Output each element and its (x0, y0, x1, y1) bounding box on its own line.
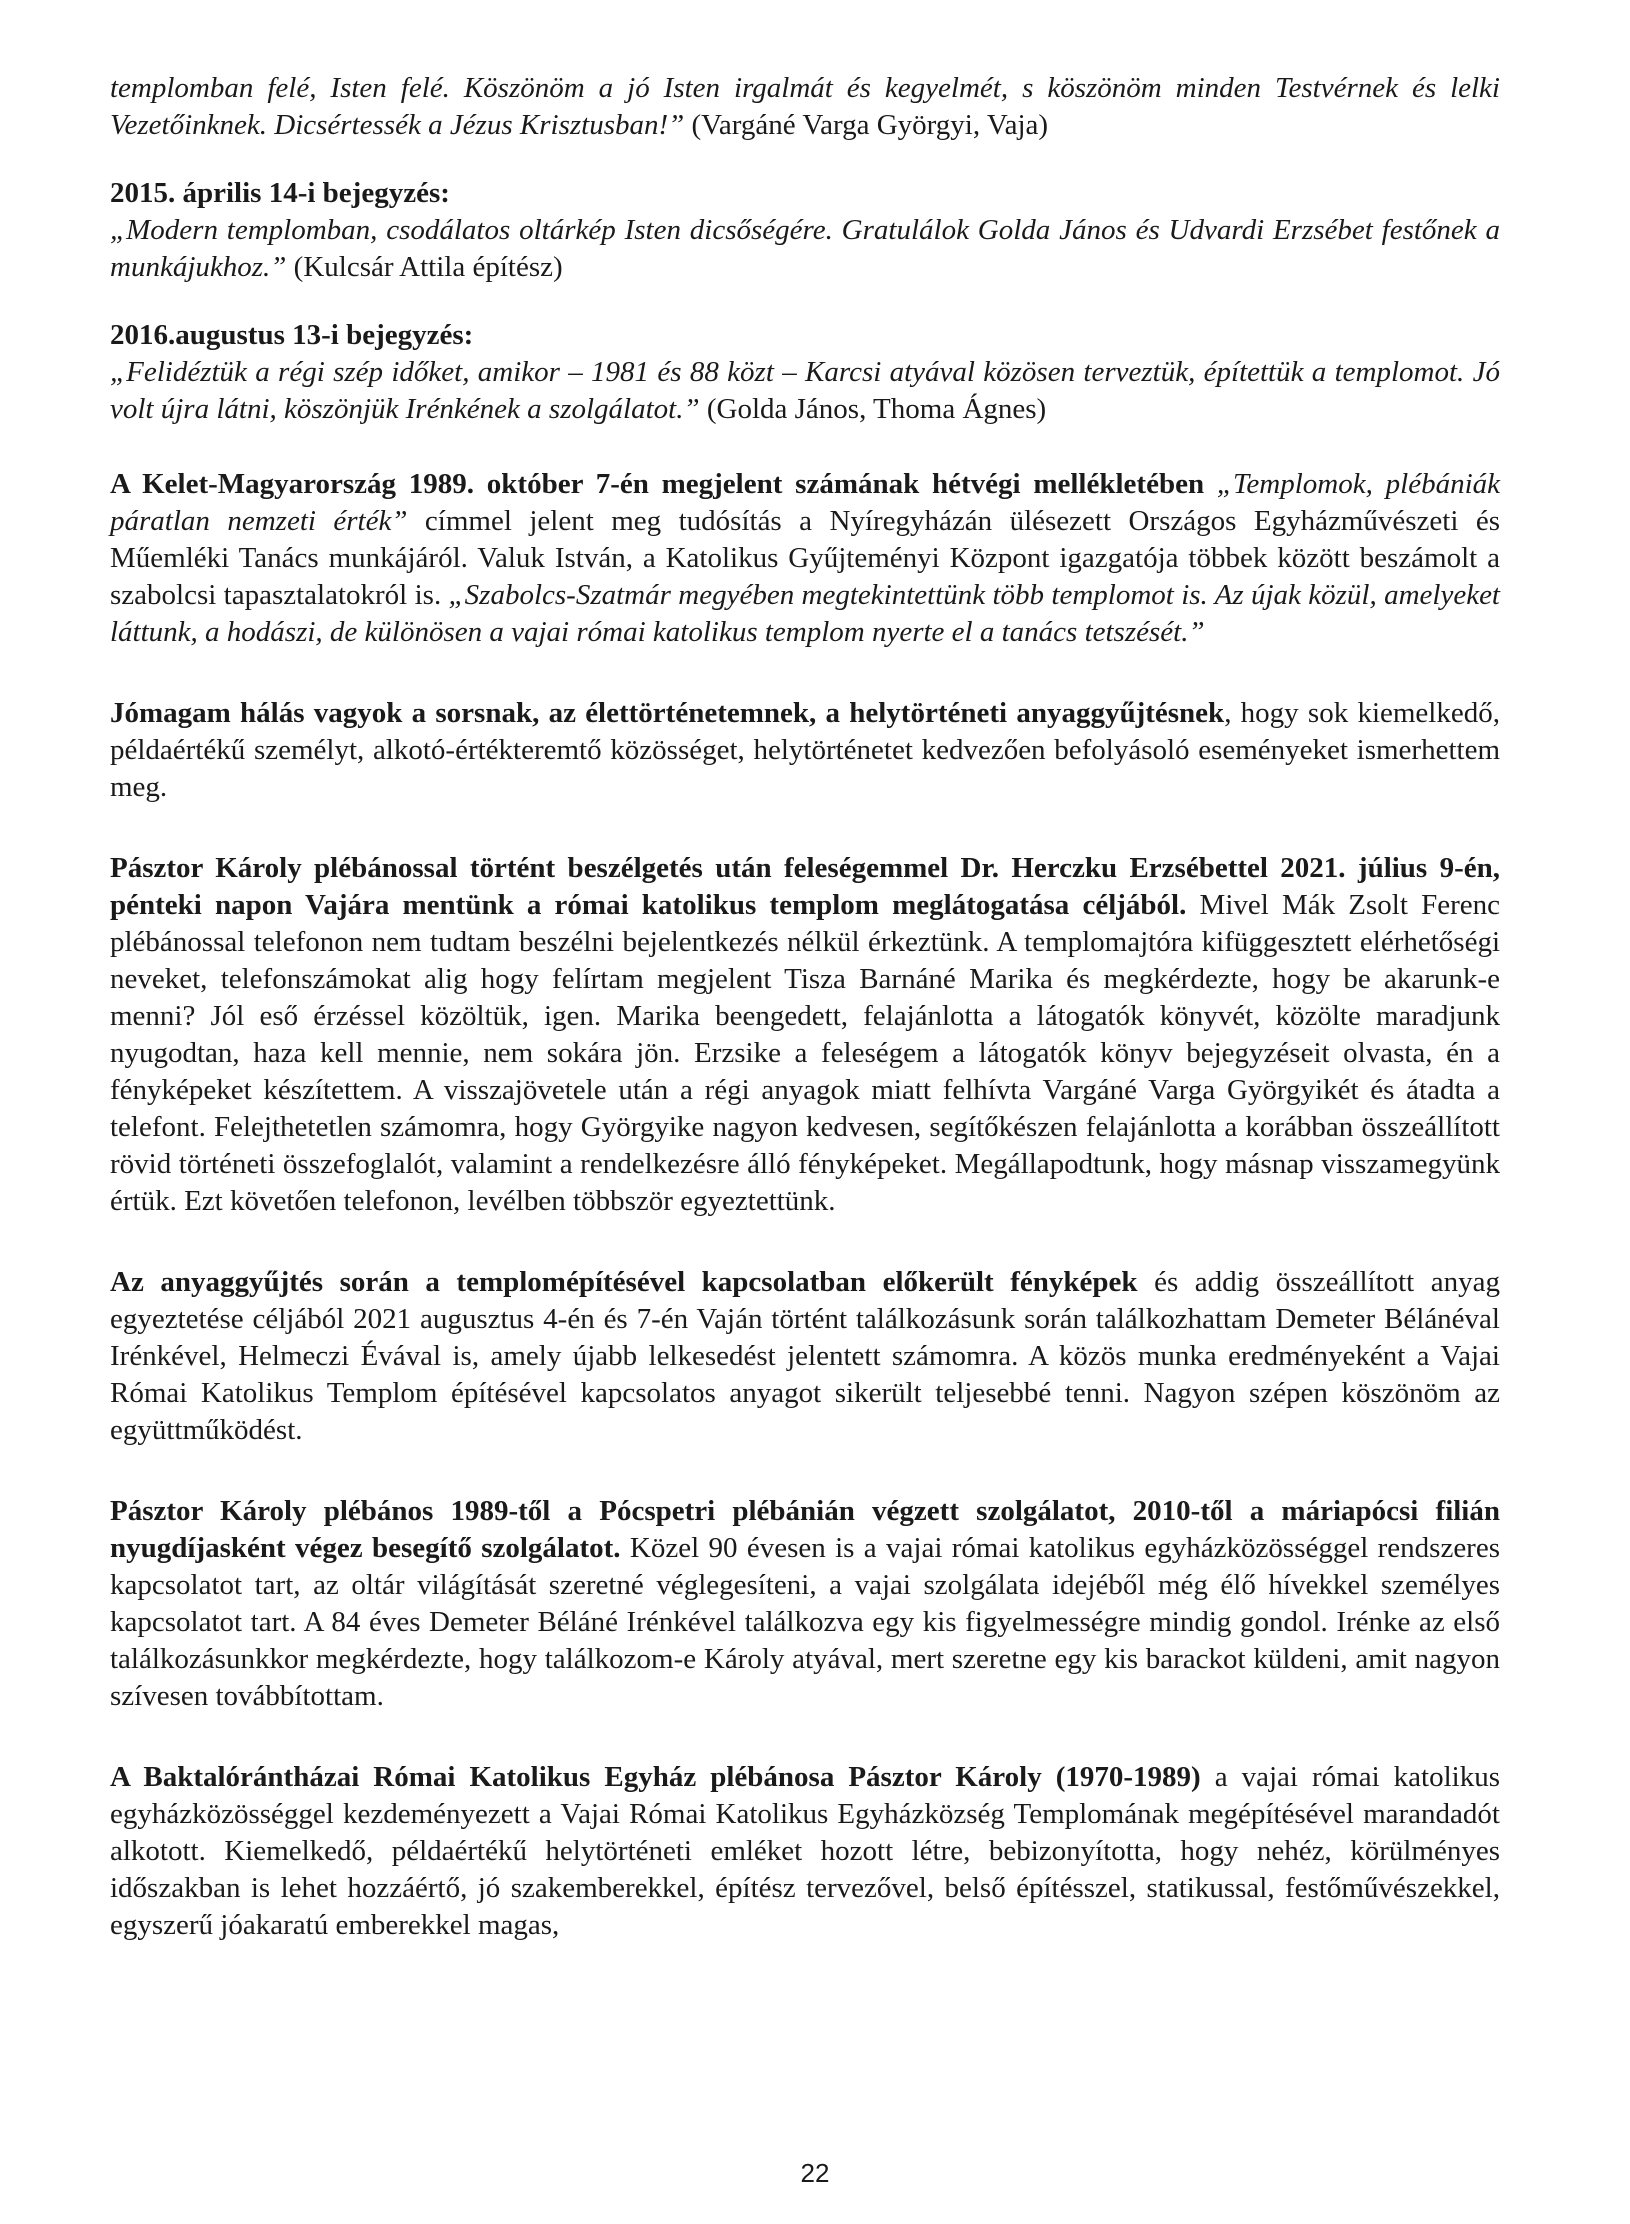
entry-quote: templomban felé, Isten felé. Köszönöm a jó Isten irgalmát és kegyelmét, s köszönöm minden Testvérnek és lelki Vezetőinknek. Dicsértessék a Jézus Krisztusban!” (110, 72, 1500, 141)
paragraph-bold-lead: A Kelet-Magyarország 1989. október 7-én megjelent számának hétvégi mellékletében (110, 468, 1205, 500)
paragraph-bold-lead: Pásztor Károly plébánossal történt beszélgetés után feleségemmel Dr. Herczku Erzsébettel 2021. július 9-én, pénteki napon Vajára mentünk a római katolikus templom meglátogatása céljából. (110, 852, 1500, 921)
paragraph-collection (110, 1264, 1500, 1449)
guestbook-entry-continuation (110, 70, 1500, 144)
paragraph-text: , hogy sok kiemelkedő, példaértékű személyt, alkotó-értékteremtő közösséget, helytörténetet kedvezően befolyásoló eseményeket ismerhettem meg. (110, 697, 1500, 803)
entry-author: (Golda János, Thoma Ágnes) (699, 393, 1047, 425)
paragraph-visit (110, 850, 1500, 1220)
paragraph-gratitude (110, 695, 1500, 806)
paragraph-text: címmel jelent meg tudósítás a Nyíregyházán ülésezett Országos Egyházművészeti és Műemléki Tanács munkájáról. Valuk István, a Katolikus Gyűjteményi Központ igazgatója többek között beszámolt a szabolcsi tapasztalatokról is. (110, 505, 1500, 611)
paragraph-text: a vajai római katolikus egyházközösséggel kezdeményezett a Vajai Római Katolikus Egyházközség Templomának megépítésével marandadót alkotott. Kiemelkedő, példaértékű helytörténeti emléket hozott létre, bebizonyította, hogy nehéz, körülményes időszakban is lehet hozzáértő, jó szakemberekkel, építész tervezővel, belső építésszel, statikussal, festőművészekkel, egyszerű jóakaratú emberekkel magas, (110, 1761, 1500, 1941)
paragraph-pasztor-service (110, 1493, 1500, 1715)
paragraph-bold-lead: A Baktalórántházai Római Katolikus Egyház plébánosa Pásztor Károly (1970-1989) (110, 1761, 1201, 1793)
paragraph-kelet-magyarorszag (110, 466, 1500, 651)
paragraph-bold-lead: Az anyaggyűjtés során a templomépítésével kapcsolatban előkerült fényképek (110, 1266, 1138, 1298)
paragraph-bold-lead: Jómagam hálás vagyok a sorsnak, az élettörténetemnek, a helytörténeti anyaggyűjtésnek (110, 697, 1225, 729)
guestbook-entry-2016 (110, 317, 1500, 428)
entry-author: (Vargáné Varga Györgyi, Vaja) (684, 109, 1049, 141)
entry-date: 2015. április 14-i bejegyzés: (110, 177, 450, 209)
entry-date: 2016.augustus 13-i bejegyzés: (110, 319, 474, 351)
entry-quote: „Felidéztük a régi szép időket, amikor – 1981 és 88 közt – Karcsi atyával közösen terveztük, építettük a templomot. Jó volt újra látni, köszönjük Irénkének a szolgálatot.” (110, 356, 1500, 425)
paragraph-text: és addig összeállított anyag egyeztetése céljából 2021 augusztus 4-én és 7-én Vaján történt találkozásunk során találkozhattam Demeter Bélánéval Irénkével, Helmeczi Évával is, amely újabb lelkesedést jelentett számomra. A közös munka eredményeként a Vajai Római Katolikus Templom építésével kapcsolatos anyagot sikerült teljesebbé tenni. Nagyon szépen köszönöm az együttműködést. (110, 1266, 1501, 1446)
entry-quote: „Modern templomban, csodálatos oltárkép Isten dicsőségére. Gratulálok Golda János és Udvardi Erzsébet festőnek a munkájukhoz.” (110, 214, 1500, 283)
paragraph-text: Mivel Mák Zsolt Ferenc plébánossal telefonon nem tudtam beszélni bejelentkezés nélkül érkeztünk. A templomajtóra kifüggesztett elérhetőségi neveket, telefonszámokat alig hogy felírtam megjelent Tisza Barnáné Marika és megkérdezte, hogy be akarunk-e menni? Jól eső érzéssel közöltük, igen. Marika beengedett, felajánlotta a látogatók könyvét, közölte maradjunk nyugodtan, haza kell mennie, nem sokára jön. Erzsike a feleségem a látogatók könyv bejegyzéseit olvasta, én a fényképeket készítettem. A visszajövetele után a régi anyagok miatt felhívta Vargáné Varga Györgyikét és átadta a telefont. Felejthetetlen számomra, hogy Györgyike nagyon kedvesen, segítőkészen felajánlotta a korábban összeállított rövid történeti összefoglalót, valamint a rendelkezésre álló fényképeket. Megállapodtunk, hogy másnap visszamegyünk értük. Ezt követően telefonon, levélben többször egyeztettünk. (110, 889, 1500, 1217)
paragraph-baktaloranthaza (110, 1759, 1500, 1944)
paragraph-text: Közel 90 évesen is a vajai római katolikus egyházközösséggel rendszeres kapcsolatot tart, az oltár világítását szeretné véglegesíteni, a vajai szolgálata idejéből még élő hívekkel személyes kapcsolatot tart. A 84 éves Demeter Béláné Irénkével találkozva egy kis figyelmességre mindig gondol. Irénke az első találkozásunkkor megkérdezte, hogy találkozom-e Károly atyával, mert szeretne egy kis barackot küldeni, amit nagyon szívesen továbbítottam. (110, 1532, 1501, 1712)
paragraph-bold-lead: Pásztor Károly plébános 1989-től a Pócspetri plébánián végzett szolgálatot, 2010-től a máriapócsi filián nyugdíjasként végez besegítő szolgálatot. (110, 1495, 1500, 1564)
guestbook-entry-2015 (110, 175, 1500, 286)
page-number: 22 (800, 2158, 830, 2188)
paragraph-quote: „Szabolcs-Szatmár megyében megtekintettünk több templomot is. Az újak közül, amelyeket láttunk, a hodászi, de különösen a vajai római katolikus templom nyerte el a tanács tetszését.” (110, 579, 1500, 648)
article-title: „Templomok, plébániák páratlan nemzeti érték” (110, 468, 1500, 537)
entry-author: (Kulcsár Attila építész) (286, 251, 563, 283)
document-page (110, 70, 1500, 2190)
